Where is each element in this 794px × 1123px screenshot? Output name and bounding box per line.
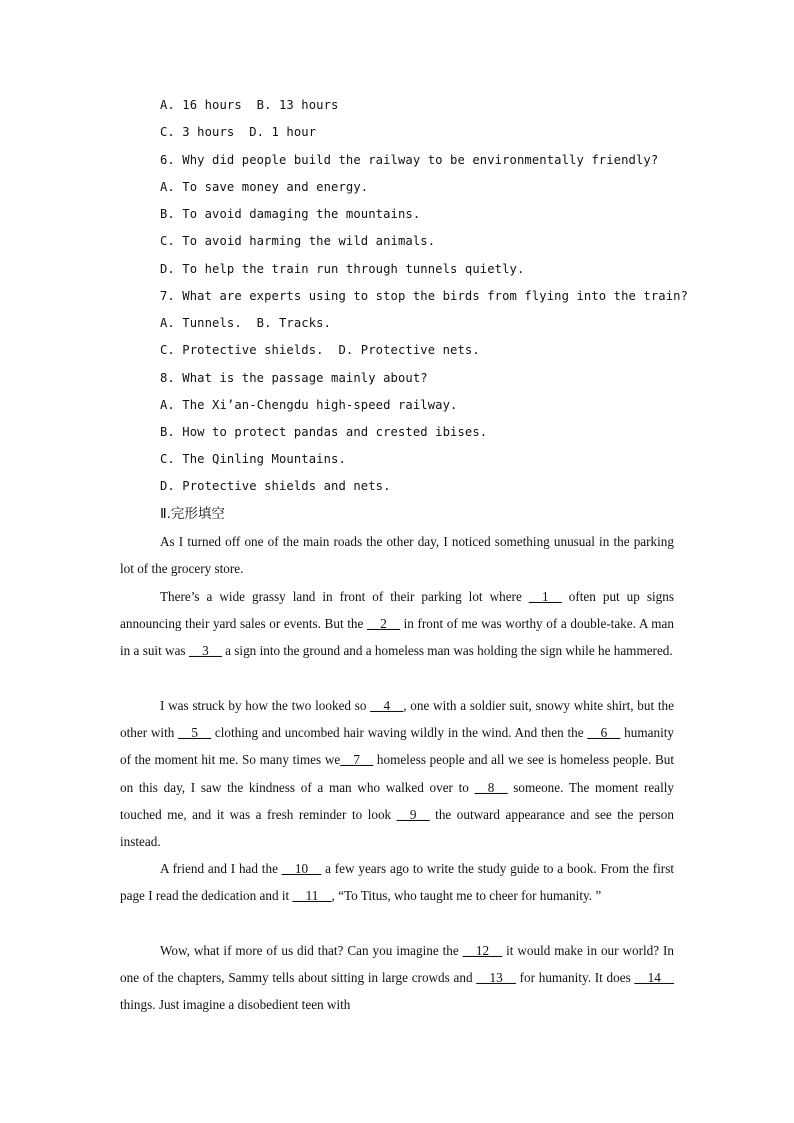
option-line: D. Protective shields and nets. — [160, 479, 391, 493]
paragraph-text: a sign into the ground and a homeless man was holding the sign while he hammered. — [221, 643, 673, 659]
paragraph-text: someone. The moment really touched me, and it was a fresh reminder to look — [120, 779, 674, 822]
paragraph-text: it would make in our world? In one of the chapters, Sammy tells about sitting in large crowds and — [120, 943, 674, 986]
paragraph-text: the outward appearance and see the person instead. — [120, 806, 674, 850]
paragraph-text: Wow, what if more of us did that? Can you imagine the — [160, 943, 463, 958]
option-line: A. 16 hours B. 13 hours — [160, 98, 339, 112]
paragraph-text: As I turned off one of the main roads the other day, I noticed something unusual in the parking lot of the grocery store. — [120, 534, 674, 577]
paragraph-text: often put up signs announcing their yard sales or events. But the — [120, 589, 674, 632]
option-line: C. Protective shields. D. Protective nets. — [160, 343, 480, 357]
blank-5: __5__ — [178, 725, 212, 741]
cloze-paragraph — [120, 855, 674, 909]
blank-8: __8__ — [474, 779, 508, 795]
paragraph-text: clothing and uncombed hair waving wildly in the wind. And then the — [211, 725, 588, 741]
option-line: C. The Qinling Mountains. — [160, 452, 346, 466]
option-line: A. The Xi’an-Chengdu high-speed railway. — [160, 398, 458, 412]
paragraph-text: , “To Titus, who taught me to cheer for humanity. ” — [331, 888, 602, 904]
cloze-paragraph — [120, 528, 674, 582]
blank-10: __10__ — [281, 861, 322, 876]
blank-14: __14__ — [634, 970, 675, 986]
paragraph-text: a few years ago to write the study guide to a book. From the first page I read the dedication and it — [120, 861, 674, 904]
option-line: A. To save money and energy. — [160, 180, 369, 194]
option-line: C. 3 hours D. 1 hour — [160, 125, 317, 139]
blank-9: __9__ — [396, 806, 430, 822]
question-line: 6. Why did people build the railway to be environmentally friendly? — [160, 153, 659, 167]
cloze-paragraph — [120, 692, 674, 855]
blank-11: __11__ — [292, 888, 332, 904]
option-line: A. Tunnels. B. Tracks. — [160, 316, 332, 330]
blank-6: __6__ — [587, 725, 621, 741]
blank-1: __1__ — [528, 589, 562, 604]
blank-2: __2__ — [367, 616, 400, 632]
option-line: D. To help the train run through tunnels quietly. — [160, 262, 525, 276]
paragraph-text: A friend and I had the — [160, 861, 282, 876]
blank-7: __7__ — [340, 752, 374, 768]
cloze-paragraph — [120, 937, 674, 1019]
blank-3: __3__ — [188, 643, 222, 659]
blank-4: __4__ — [370, 698, 404, 713]
section-heading: Ⅱ.完形填空 — [160, 506, 225, 522]
question-line: 7. What are experts using to stop the birds from flying into the train? — [160, 289, 689, 303]
paragraph-text: things. Just imagine a disobedient teen with — [120, 997, 351, 1013]
option-line: C. To avoid harming the wild animals. — [160, 234, 436, 248]
paragraph-text: I was struck by how the two looked so — [160, 698, 371, 713]
question-line: 8. What is the passage mainly about? — [160, 371, 428, 385]
blank-13: __13__ — [476, 970, 516, 986]
paragraph-text: humanity of the moment hit me. So many times we — [120, 725, 674, 768]
paragraph-text: homeless people and all we see is homeless people. But on this day, I saw the kindness of a man who walked over to — [120, 752, 675, 795]
blank-12: __12__ — [462, 943, 503, 958]
option-line: B. To avoid damaging the mountains. — [160, 207, 421, 221]
option-line: B. How to protect pandas and crested ibises. — [160, 425, 488, 439]
paragraph-text: , one with a soldier suit, snowy white shirt, but the other with — [120, 698, 674, 741]
paragraph-text: for humanity. It does — [515, 970, 635, 986]
cloze-paragraph — [120, 583, 674, 665]
paragraph-text: There’s a wide grassy land in front of their parking lot where — [160, 589, 529, 604]
paragraph-text: in front of me was worthy of a double-take. A man in a suit was — [120, 616, 674, 659]
